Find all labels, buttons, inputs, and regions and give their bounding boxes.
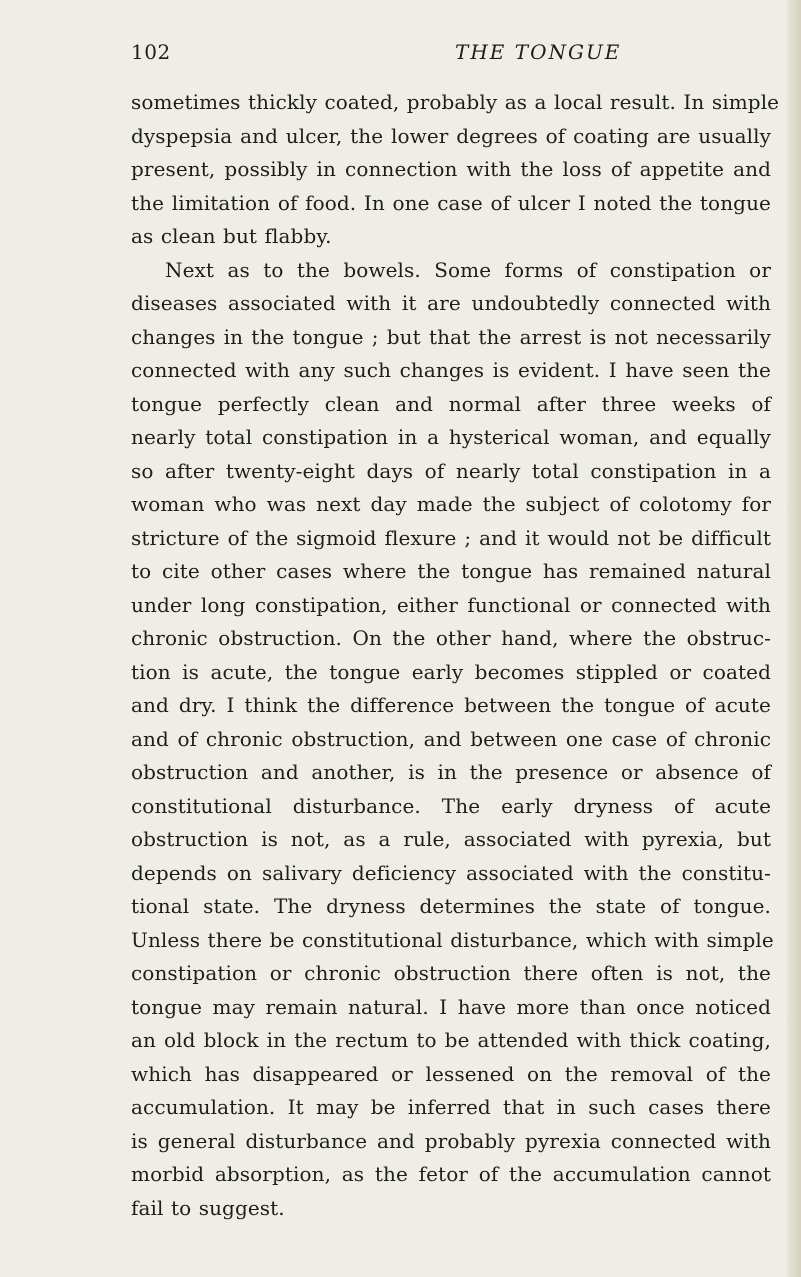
text-line: fail to suggest. [131,1195,285,1220]
page-number: 102 [131,40,171,64]
page-edge [787,0,801,1277]
text-line: morbid absorption, as the fetor of the accumulation cannot [131,1162,771,1186]
text-line: as clean but flabby. [131,224,332,248]
text-line: changes in the tongue ; but that the arrest is not necessarily [131,324,771,349]
text-line: the limitation of food. In one case of ulcer I noted the tongue [131,190,771,215]
text-line: is general disturbance and probably pyrexia connected with [131,1128,771,1153]
body-text [131,86,780,1225]
text-line: diseases associated with it are undoubtedly connected with [131,291,771,315]
text-line: Next as to the bowels. Some forms of constipation or [165,257,771,282]
text-line: so after twenty-eight days of nearly total constipation in a [131,458,771,483]
text-line: sometimes thickly coated, probably as a local result. In simple [131,90,780,114]
text-line: Unless there be constitutional disturbance, which with simple [131,927,774,952]
text-line: obstruction and another, is in the presence or absence of [131,760,771,784]
text-line: tion is acute, the tongue early becomes stippled or coated [131,659,771,684]
text-line: under long constipation, either functional or connected with [131,592,771,617]
text-line: present, possibly in connection with the loss of appetite and [131,157,771,181]
text-line: which has disappeared or lessened on the removal of the [131,1061,771,1086]
text-line: connected with any such changes is evident. I have seen the [131,358,771,382]
running-title: THE TONGUE [455,40,622,64]
text-line: chronic obstruction. On the other hand, where the obstruc- [131,626,771,650]
text-line: an old block in the rectum to be attended with thick coating, [131,1028,771,1052]
text-line: woman who was next day made the subject of colotomy for [131,492,771,516]
text-line: obstruction is not, as a rule, associated with pyrexia, but [131,827,771,851]
text-line: nearly total constipation in a hysterical woman, and equally [131,425,771,449]
text-line: tongue perfectly clean and normal after three weeks of [131,391,771,416]
text-line: depends on salivary deficiency associated with the constitu- [131,860,771,885]
text-line: tional state. The dryness determines the state of tongue. [131,894,771,918]
text-line: dyspepsia and ulcer, the lower degrees of coating are usually [131,123,771,148]
text-line: and dry. I think the difference between the tongue of acute [131,693,771,717]
text-line: tongue may remain natural. I have more than once noticed [131,994,771,1019]
text-line: constipation or chronic obstruction there often is not, the [131,961,771,985]
text-line: and of chronic obstruction, and between one case of chronic [131,726,771,751]
text-line: stricture of the sigmoid flexure ; and it would not be difficult [131,525,771,550]
text-line: constitutional disturbance. The early dryness of acute [131,793,771,818]
text-line: to cite other cases where the tongue has remained natural [131,559,771,583]
running-head [131,40,771,70]
text-line: accumulation. It may be inferred that in such cases there [131,1095,771,1119]
